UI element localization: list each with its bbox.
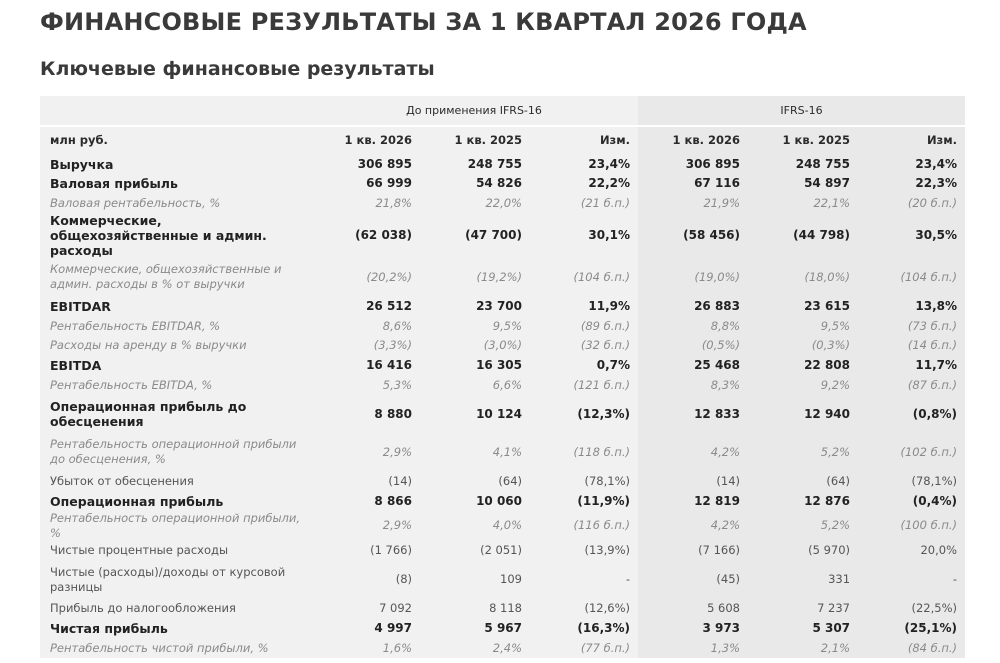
cell-value: (89 б.п.) (530, 316, 638, 336)
cell-value: 5,2% (748, 511, 858, 541)
cell-value: 10 124 (420, 395, 530, 433)
cell-value: (84 б.п.) (858, 638, 965, 658)
table-row (40, 258, 965, 296)
cell-value: 20,0% (858, 541, 965, 561)
cell-value: (87 б.п.) (858, 376, 965, 396)
cell-value: 6,6% (420, 376, 530, 396)
cell-value: - (530, 561, 638, 599)
cell-value: (100 б.п.) (858, 511, 965, 541)
cell-value: 7 092 (310, 599, 420, 619)
row-label: Чистая прибыль (40, 619, 310, 639)
table-row (40, 213, 965, 258)
cell-value: 12 819 (638, 491, 748, 511)
row-label: Коммерческие, общехозяйственные и админ. расходы в % от выручки (40, 258, 310, 296)
cell-value: (3,0%) (420, 336, 530, 356)
cell-value: 22 808 (748, 356, 858, 376)
cell-value: - (858, 561, 965, 599)
group-header-ifrs: IFRS-16 (638, 96, 965, 126)
cell-value: 4,2% (638, 433, 748, 471)
table-row (40, 561, 965, 599)
financial-results-table (40, 96, 965, 658)
col-header-ifrs-q2025: 1 кв. 2025 (748, 126, 858, 154)
cell-value: (16,3%) (530, 619, 638, 639)
cell-value: 30,1% (530, 213, 638, 258)
cell-value: 5 608 (638, 599, 748, 619)
cell-value: (11,9%) (530, 491, 638, 511)
cell-value: (14) (310, 471, 420, 491)
cell-value: 4,0% (420, 511, 530, 541)
cell-value: 25 468 (638, 356, 748, 376)
cell-value: (12,6%) (530, 599, 638, 619)
col-header-ifrs-change: Изм. (858, 126, 965, 154)
cell-value: (64) (420, 471, 530, 491)
cell-value: (14) (638, 471, 748, 491)
cell-value: 67 116 (638, 174, 748, 194)
table-row (40, 395, 965, 433)
cell-value: 5 967 (420, 619, 530, 639)
table-row (40, 511, 965, 541)
cell-value: 16 416 (310, 356, 420, 376)
cell-value: 3 973 (638, 619, 748, 639)
table-row (40, 194, 965, 214)
cell-value: 21,8% (310, 194, 420, 214)
cell-value: (25,1%) (858, 619, 965, 639)
table-row (40, 336, 965, 356)
row-label: Рентабельность операционной прибыли, % (40, 511, 310, 541)
cell-value: (64) (748, 471, 858, 491)
cell-value: (2 051) (420, 541, 530, 561)
cell-value: 2,1% (748, 638, 858, 658)
table-row (40, 471, 965, 491)
financial-results-table-wrap (40, 96, 965, 658)
cell-value: 8,3% (638, 376, 748, 396)
cell-value: (47 700) (420, 213, 530, 258)
cell-value: 4 997 (310, 619, 420, 639)
cell-value: 12 876 (748, 491, 858, 511)
cell-value: (0,5%) (638, 336, 748, 356)
cell-value: 9,2% (748, 376, 858, 396)
table-row (40, 638, 965, 658)
section-title: Ключевые финансовые результаты (40, 58, 435, 80)
cell-value: 8,8% (638, 316, 748, 336)
cell-value: (22,5%) (858, 599, 965, 619)
table-row (40, 174, 965, 194)
cell-value: 12 940 (748, 395, 858, 433)
cell-value: (58 456) (638, 213, 748, 258)
cell-value: 54 897 (748, 174, 858, 194)
group-header-pre-ifrs: До применения IFRS-16 (310, 96, 638, 126)
cell-value: (7 166) (638, 541, 748, 561)
cell-value: 8 880 (310, 395, 420, 433)
cell-value: (0,4%) (858, 491, 965, 511)
cell-value: 30,5% (858, 213, 965, 258)
cell-value: (19,2%) (420, 258, 530, 296)
table-row (40, 619, 965, 639)
cell-value: (121 б.п.) (530, 376, 638, 396)
row-label: Валовая прибыль (40, 174, 310, 194)
cell-value: (8) (310, 561, 420, 599)
cell-value: 7 237 (748, 599, 858, 619)
row-label: Операционная прибыль (40, 491, 310, 511)
cell-value: 2,9% (310, 511, 420, 541)
cell-value: 11,7% (858, 356, 965, 376)
cell-value: (12,3%) (530, 395, 638, 433)
row-label: Рентабельность чистой прибыли, % (40, 638, 310, 658)
row-label: Операционная прибыль до обесценения (40, 395, 310, 433)
cell-value: 26 883 (638, 296, 748, 316)
cell-value: (45) (638, 561, 748, 599)
cell-value: 4,2% (638, 511, 748, 541)
cell-value: (116 б.п.) (530, 511, 638, 541)
table-row (40, 433, 965, 471)
cell-value: (14 б.п.) (858, 336, 965, 356)
cell-value: 66 999 (310, 174, 420, 194)
row-label: EBITDAR (40, 296, 310, 316)
table-row (40, 296, 965, 316)
cell-value: (5 970) (748, 541, 858, 561)
cell-value: 306 895 (310, 154, 420, 174)
table-row (40, 356, 965, 376)
cell-value: 23,4% (530, 154, 638, 174)
table-row (40, 316, 965, 336)
table-row (40, 376, 965, 396)
cell-value: 22,3% (858, 174, 965, 194)
cell-value: 9,5% (420, 316, 530, 336)
cell-value: 13,8% (858, 296, 965, 316)
cell-value: (0,3%) (748, 336, 858, 356)
cell-value: (18,0%) (748, 258, 858, 296)
cell-value: 109 (420, 561, 530, 599)
cell-value: 9,5% (748, 316, 858, 336)
cell-value: 10 060 (420, 491, 530, 511)
cell-value: 23,4% (858, 154, 965, 174)
col-header-ifrs-q2026: 1 кв. 2026 (638, 126, 748, 154)
cell-value: (20 б.п.) (858, 194, 965, 214)
cell-value: 8 118 (420, 599, 530, 619)
row-label: EBITDA (40, 356, 310, 376)
cell-value: 0,7% (530, 356, 638, 376)
cell-value: 22,2% (530, 174, 638, 194)
table-row (40, 599, 965, 619)
row-label: Выручка (40, 154, 310, 174)
cell-value: 8,6% (310, 316, 420, 336)
cell-value: (77 б.п.) (530, 638, 638, 658)
page-title: ФИНАНСОВЫЕ РЕЗУЛЬТАТЫ ЗА 1 КВАРТАЛ 2026 ГОДА (40, 8, 807, 36)
units-header: млн руб. (40, 126, 310, 154)
cell-value: 1,3% (638, 638, 748, 658)
cell-value: 23 615 (748, 296, 858, 316)
cell-value: 5 307 (748, 619, 858, 639)
cell-value: (104 б.п.) (530, 258, 638, 296)
cell-value: 306 895 (638, 154, 748, 174)
cell-value: (13,9%) (530, 541, 638, 561)
cell-value: (102 б.п.) (858, 433, 965, 471)
cell-value: 331 (748, 561, 858, 599)
row-label: Рентабельность операционной прибыли до обесценения, % (40, 433, 310, 471)
row-label: Чистые (расходы)/доходы от курсовой разницы (40, 561, 310, 599)
cell-value: (73 б.п.) (858, 316, 965, 336)
cell-value: 11,9% (530, 296, 638, 316)
cell-value: 5,2% (748, 433, 858, 471)
cell-value: 23 700 (420, 296, 530, 316)
cell-value: 26 512 (310, 296, 420, 316)
cell-value: 5,3% (310, 376, 420, 396)
cell-value: 2,9% (310, 433, 420, 471)
header-groups-row (40, 96, 965, 126)
col-header-q2026: 1 кв. 2026 (310, 126, 420, 154)
table-row (40, 491, 965, 511)
cell-value: 1,6% (310, 638, 420, 658)
cell-value: 248 755 (748, 154, 858, 174)
cell-value: 16 305 (420, 356, 530, 376)
header-empty-cell (40, 96, 310, 126)
cell-value: (62 038) (310, 213, 420, 258)
cell-value: 8 866 (310, 491, 420, 511)
table-row (40, 154, 965, 174)
cell-value: (3,3%) (310, 336, 420, 356)
cell-value: (20,2%) (310, 258, 420, 296)
row-label: Убыток от обесценения (40, 471, 310, 491)
cell-value: 54 826 (420, 174, 530, 194)
row-label: Коммерческие, общехозяйственные и админ. расходы (40, 213, 310, 258)
row-label: Прибыль до налогообложения (40, 599, 310, 619)
col-header-change: Изм. (530, 126, 638, 154)
cell-value: 2,4% (420, 638, 530, 658)
row-label: Рентабельность EBITDA, % (40, 376, 310, 396)
cell-value: 22,1% (748, 194, 858, 214)
row-label: Рентабельность EBITDAR, % (40, 316, 310, 336)
table-row (40, 541, 965, 561)
cell-value: (0,8%) (858, 395, 965, 433)
cell-value: (19,0%) (638, 258, 748, 296)
cell-value: 248 755 (420, 154, 530, 174)
cell-value: 21,9% (638, 194, 748, 214)
cell-value: (21 б.п.) (530, 194, 638, 214)
cell-value: (1 766) (310, 541, 420, 561)
cell-value: 12 833 (638, 395, 748, 433)
header-columns-row (40, 126, 965, 154)
cell-value: (78,1%) (530, 471, 638, 491)
cell-value: 4,1% (420, 433, 530, 471)
cell-value: (104 б.п.) (858, 258, 965, 296)
col-header-q2025: 1 кв. 2025 (420, 126, 530, 154)
cell-value: 22,0% (420, 194, 530, 214)
cell-value: (78,1%) (858, 471, 965, 491)
row-label: Расходы на аренду в % выручки (40, 336, 310, 356)
cell-value: (44 798) (748, 213, 858, 258)
row-label: Чистые процентные расходы (40, 541, 310, 561)
row-label: Валовая рентабельность, % (40, 194, 310, 214)
cell-value: (32 б.п.) (530, 336, 638, 356)
cell-value: (118 б.п.) (530, 433, 638, 471)
